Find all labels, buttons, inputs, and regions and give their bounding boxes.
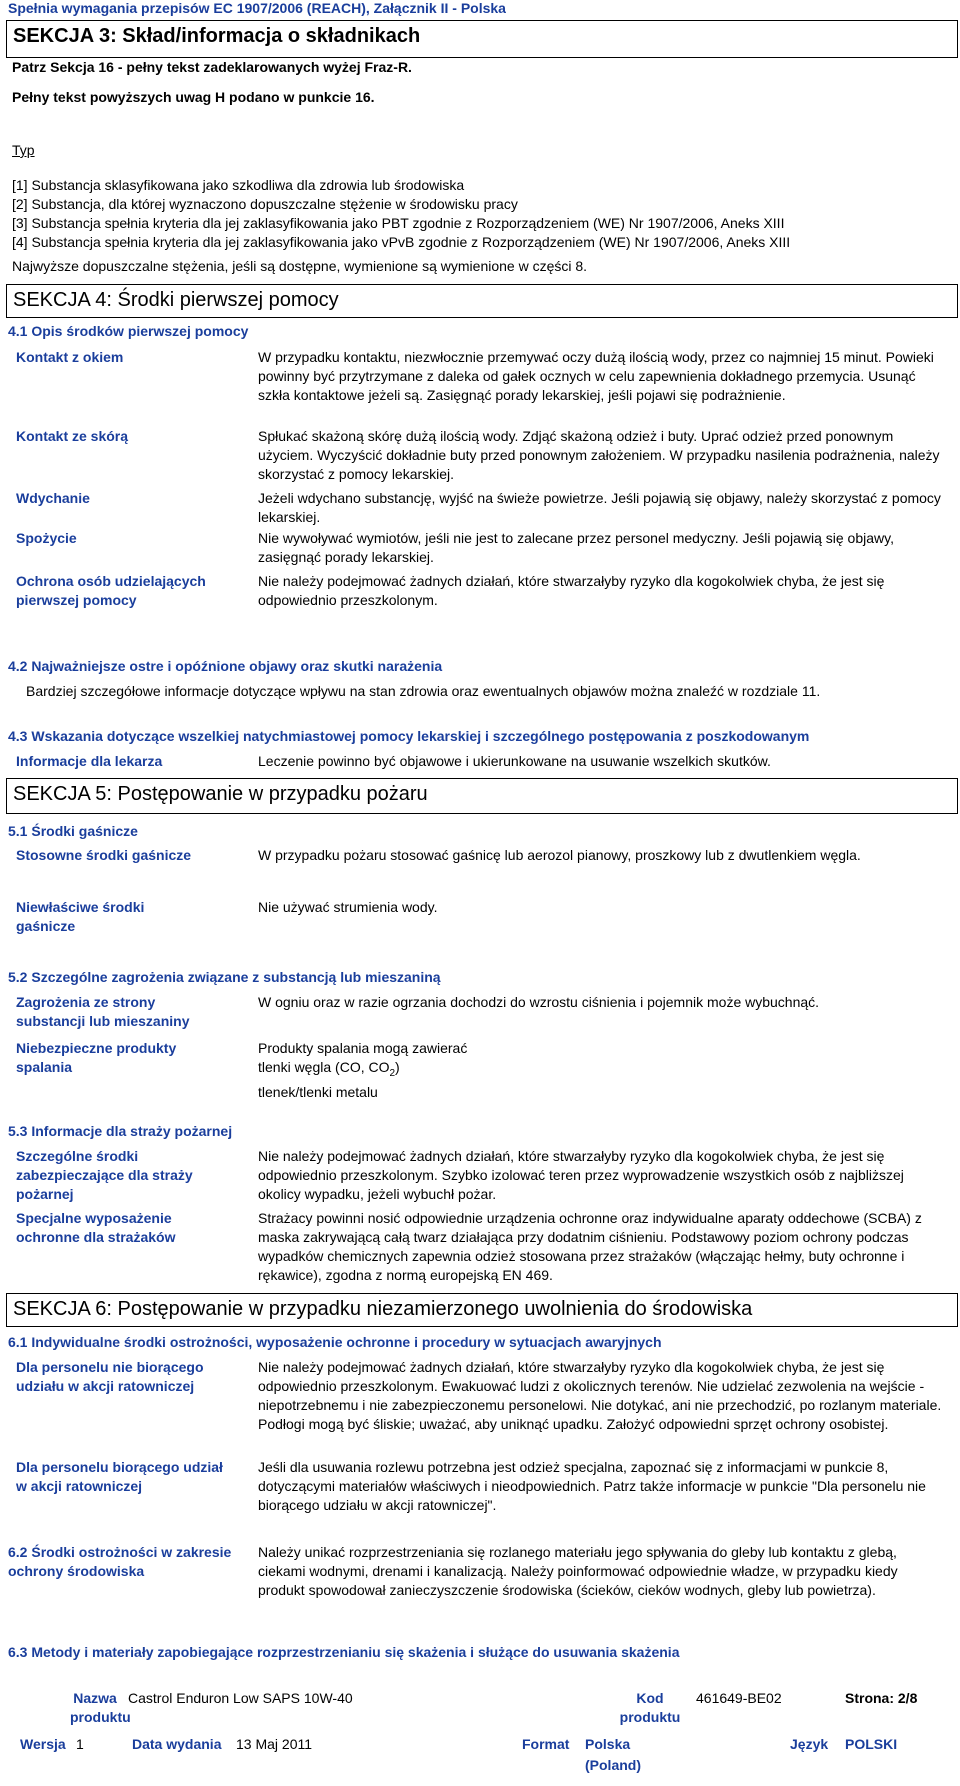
- footer-product-name-label-line2: produktu: [70, 1709, 131, 1725]
- first-aider-protection-label: Ochrona osób udzielających pierwszej pomocy: [16, 573, 206, 608]
- sec6-sub3: 6.3 Metody i materiały zapobiegające rozprzestrzenianiu się skażenia i służące do usuwania skażenia: [8, 1644, 680, 1660]
- footer-format-value-line1: Polska: [585, 1736, 631, 1752]
- sec3-item-4: [4] Substancja spełnia kryteria dla jej zaklasyfikowania jako vPvB zgodnie z Rozporządzeniem (WE) Nr 1907/2006, Aneks XIII: [12, 234, 791, 250]
- emergency-responders-label: Dla personelu biorącego udział w akcji ratowniczej: [16, 1459, 223, 1494]
- footer-date: 13 Maj 2011: [236, 1736, 313, 1752]
- footer-format-value-line2: (Poland): [585, 1757, 641, 1773]
- section-3-title: SEKCJA 3: Skład/informacja o składnikach: [6, 20, 958, 58]
- footer-product-code: 461649-BE02: [696, 1690, 782, 1706]
- firefighter-equipment-text: Strażacy powinni nosić odpowiednie urządzenia ochronne oraz indywidualne aparaty oddechowe (SCBA) z maska zakrywającą całą twarz działająca przy dodatnim ciśnieniu. Podstawowy poziom ochrony podczas wypadków chemicznych zapewnia odzież stosowana przez strażaków (włączając hełmy, buty ochronne i rękawice), zgodna z normą europejską EN 469.: [258, 1210, 922, 1283]
- sec3-line1: Patrz Sekcja 16 - pełny tekst zadeklarowanych wyżej Fraz-R.: [12, 59, 412, 75]
- footer-product-code-label: [615, 1689, 685, 1727]
- combustion-line-2a: tlenki węgla (CO, CO: [258, 1059, 390, 1075]
- eye-contact-text: W przypadku kontaktu, niezwłocznie przemywać oczy dużą ilością wody, przez co najmniej 15 minut. Powieki powinny być przytrzymane z daleka od gałek ocznych w celu zapewnienia dokładnego przemycia. Usunąć szkła kontaktowe jeżeli są. Zasięgnąć porady lekarskiej, jeśli pojawi się podrażnienie.: [258, 349, 934, 403]
- footer-product-name-label-line1: Nazwa: [73, 1690, 117, 1706]
- non-emergency-personnel-label: Dla personelu nie biorącego udziału w akcji ratowniczej: [16, 1359, 204, 1394]
- firefighter-equipment-label: Specjalne wyposażenie ochronne dla strażaków: [16, 1210, 176, 1245]
- physician-note-text: Leczenie powinno być objawowe i ukierunkowane na usuwanie wszelkich skutków.: [258, 753, 771, 769]
- footer-product-code-label-line1: Kod: [636, 1690, 664, 1706]
- section-4-title: SEKCJA 4: Środki pierwszej pomocy: [6, 284, 958, 318]
- sec4-sub2: 4.2 Najważniejsze ostre i opóźnione objawy oraz skutki narażenia: [8, 658, 443, 674]
- firefighter-measures-text: Nie należy podejmować żadnych działań, które stwarzałyby ryzyko dla kogokolwiek chyba, że jest się odpowiednio przeszkolonym. Szybko izolować teren przez wyprowadzenie wszystkich osób z najbliższej okolicy wypadku, jeżeli wybuchł pożar.: [258, 1148, 904, 1202]
- inhalation-text: Jeżeli wdychano substancję, wyjść na świeże powietrze. Jeśli pojawią się objawy, należy skorzystać z pomocy lekarskiej.: [258, 490, 941, 525]
- sec3-item-1: [1] Substancja sklasyfikowana jako szkodliwa dla zdrowia lub środowiska: [12, 177, 465, 193]
- improper-media-label: Niewłaściwe środki gaśnicze: [16, 899, 145, 934]
- footer-format-label: Format: [522, 1736, 570, 1752]
- combustion-line-1: Produkty spalania mogą zawierać: [258, 1040, 468, 1056]
- skin-contact-label: Kontakt ze skórą: [16, 428, 129, 444]
- proper-media-label: Stosowne środki gaśnicze: [16, 847, 192, 863]
- sec5-sub1: 5.1 Środki gaśnicze: [8, 823, 138, 839]
- physician-note-label: Informacje dla lekarza: [16, 753, 163, 769]
- ingestion-label: Spożycie: [16, 530, 77, 546]
- sec3-typ-heading: Typ: [12, 142, 35, 158]
- non-emergency-personnel-text: Nie należy podejmować żadnych działań, które stwarzałyby ryzyko dla kogokolwiek chyba, że jest się odpowiednio przeszkolonym. Ewakuować ludzi z okolicznych terenów. Nie udzielać zezwolenia na wejście - niepotrzebnemu i nie zabezpieczonemu personelowi. Nie dotykać, ani nie przechodzić, po rozlanym materiale. Podłogi mogą być śliskie; uważać, aby uniknąć upadku. Założyć odpowiedni sprzęt ochrony osobistej.: [258, 1359, 942, 1432]
- ingestion-text: Nie wywoływać wymiotów, jeśli nie jest to zalecane przez personel medyczny. Jeśli pojawią się objawy, zasięgnąć porady lekarskiej.: [258, 530, 894, 565]
- firefighter-measures-label: Szczególne środki zabezpieczające dla straży pożarnej: [16, 1148, 193, 1202]
- improper-media-text: Nie używać strumienia wody.: [258, 899, 438, 915]
- footer-language-value: POLSKI: [845, 1736, 898, 1752]
- inhalation-label: Wdychanie: [16, 490, 90, 506]
- skin-contact-text: Spłukać skażoną skórę dużą ilością wody. Zdjąć skażoną odzież i buty. Uprać odzież przed ponownym użyciem. Wyczyścić dokładnie buty przed ponownym założeniem. W przypadku nasilenia podrażnenia, należy skorzystać z pomocy lekarskiej.: [258, 428, 940, 482]
- emergency-responders-text: Jeśli dla usuwania rozlewu potrzebna jest odzież specjalna, zapoznać się z informacjami w punkcie 8, dotyczącymi materiałów właściwych i nieodpowiednich. Patrz także informacje w punkcie "Dla personelu nie biorącego udziału w akcji ratowniczej".: [258, 1459, 926, 1513]
- first-aider-protection-text: Nie należy podejmować żadnych działań, które stwarzałyby ryzyko dla kogokolwiek chyba, że jest się odpowiednio przeszkolonym.: [258, 573, 885, 608]
- footer-version-label: Wersja: [20, 1736, 66, 1752]
- footer-date-label: Data wydania: [132, 1736, 222, 1752]
- sec5-sub2: 5.2 Szczególne zagrożenia związane z substancją lub mieszaniną: [8, 969, 441, 985]
- footer-product-name: Castrol Enduron Low SAPS 10W-40: [128, 1690, 353, 1706]
- footer-product-name-label: [70, 1689, 131, 1727]
- section-5-title: SEKCJA 5: Postępowanie w przypadku pożaru: [6, 778, 958, 814]
- sec4-sub2-text: Bardziej szczegółowe informacje dotyczące wpływu na stan zdrowia oraz ewentualnych objawów można znaleźć w rozdziale 11.: [26, 683, 821, 699]
- combustion-products-text: [258, 1039, 948, 1102]
- sec5-sub3: 5.3 Informacje dla straży pożarnej: [8, 1123, 233, 1139]
- footer-version: 1: [76, 1736, 84, 1752]
- footer-language-label: Język: [790, 1736, 829, 1752]
- combustion-line-3: tlenek/tlenki metalu: [258, 1083, 378, 1100]
- sec3-note: Najwyższe dopuszczalne stężenia, jeśli są dostępne, wymienione są wymienione w części 8.: [12, 258, 588, 274]
- sec3-item-2: [2] Substancja, dla której wyznaczono dopuszczalne stężenie w środowisku pracy: [12, 196, 518, 212]
- substance-hazard-label: Zagrożenia ze strony substancji lub mieszaniny: [16, 994, 190, 1029]
- sec6-sub1: 6.1 Indywidualne środki ostrożności, wyposażenie ochronne i procedury w sytuacjach awaryjnych: [8, 1334, 662, 1350]
- sec3-line2: Pełny tekst powyższych uwag H podano w punkcie 16.: [12, 89, 375, 105]
- sec4-sub1: 4.1 Opis środków pierwszej pomocy: [8, 323, 249, 339]
- regulation-banner: Spełnia wymagania przepisów EC 1907/2006 (REACH), Załącznik II - Polska: [8, 0, 506, 16]
- combustion-line-2sub: 2: [389, 1067, 396, 1079]
- environmental-precautions-label: 6.2 Środki ostrożności w zakresie ochrony środowiska: [8, 1544, 232, 1579]
- sec3-item-3: [3] Substancja spełnia kryteria dla jej zaklasyfikowania jako PBT zgodnie z Rozporządzeniem (WE) Nr 1907/2006, Aneks XIII: [12, 215, 785, 231]
- footer-format-value: [585, 1735, 641, 1775]
- footer-product-code-label-line2: produktu: [619, 1709, 681, 1725]
- combustion-products-label: Niebezpieczne produkty spalania: [16, 1040, 177, 1075]
- substance-hazard-text: W ogniu oraz w razie ogrzania dochodzi do wzrostu ciśnienia i pojemnik może wybuchnąć.: [258, 994, 820, 1010]
- section-6-title: SEKCJA 6: Postępowanie w przypadku niezamierzonego uwolnienia do środowiska: [6, 1293, 958, 1327]
- proper-media-text: W przypadku pożaru stosować gaśnicę lub aerozol pianowy, proszkowy lub z dwutlenkiem węgla.: [258, 847, 861, 863]
- environmental-precautions-text: Należy unikać rozprzestrzeniania się rozlanego materiału jego spływania do gleby lub kontaktu z glebą, ciekami wodnymi, drenami i kanalizacją. Należy poinformować odpowiednie władze, w przypadku kiedy produkt spowodował zanieczyszczenie środowiska (ścieków, cieków wodnych, gleby lub powietrza).: [258, 1544, 898, 1598]
- eye-contact-label: Kontakt z okiem: [16, 349, 124, 365]
- combustion-line-2b: ): [395, 1059, 400, 1075]
- sec4-sub3: 4.3 Wskazania dotyczące wszelkiej natychmiastowej pomocy lekarskiej i szczególnego postępowania z poszkodowanym: [8, 728, 810, 744]
- footer-page-number: Strona: 2/8: [845, 1690, 918, 1706]
- combustion-line-2: [258, 1058, 948, 1083]
